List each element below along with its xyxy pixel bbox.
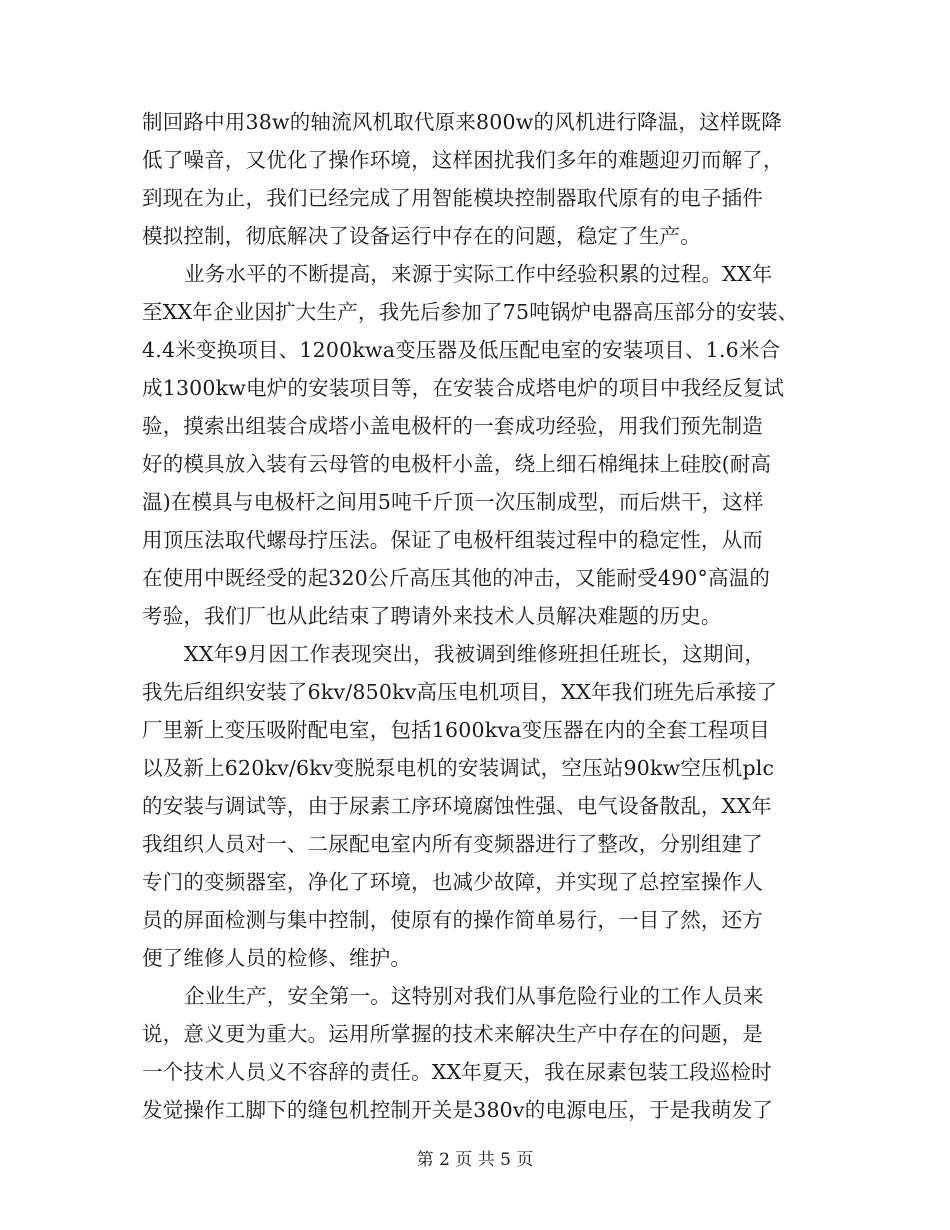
paragraph-first-line: XX年9月因工作表现突出，我被调到维修班担任班长，这期间， <box>184 642 766 666</box>
text-line: 我组织人员对一、二尿配电室内所有变频器进行了整改，分别组建了 <box>142 832 763 856</box>
text-line: 一个技术人员义不容辞的责任。XX年夏天，我在尿素包装工段巡检时 <box>142 1060 772 1084</box>
text-line: 模拟控制，彻底解决了设备运行中存在的问题，稳定了生产。 <box>142 224 701 248</box>
text-line: 考验，我们厂也从此结束了聘请外来技术人员解决难题的历史。 <box>142 604 722 628</box>
document-body <box>142 103 822 1129</box>
text-line: 发觉操作工脚下的缝包机控制开关是380v的电源电压，于是我萌发了 <box>142 1098 774 1122</box>
text-line: 好的模具放入装有云母管的电极杆小盖，绕上细石棉绳抹上硅胶(耐高 <box>142 452 772 476</box>
text-line: 成1300kw电炉的安装项目等，在安装合成塔电炉的项目中我经反复试 <box>142 376 785 400</box>
paragraph-first-line: 业务水平的不断提高，来源于实际工作中经验积累的过程。XX年 <box>184 262 773 286</box>
text-line: 专门的变频器室，净化了环境，也减少故障，并实现了总控室操作人 <box>142 870 763 894</box>
text-line: 制回路中用38w的轴流风机取代原来800w的风机进行降温，这样既降 <box>142 110 782 134</box>
text-line: 便了维修人员的检修、维护。 <box>142 946 412 970</box>
text-line: 厂里新上变压吸附配电室，包括1600kva变压器在内的全套工程项目 <box>142 718 770 742</box>
text-line: 说，意义更为重大。运用所掌握的技术来解决生产中存在的问题，是 <box>142 1022 763 1046</box>
page-number-footer: 第 2 页 共 5 页 <box>416 1150 534 1170</box>
text-line: 4.4米变换项目、1200kwa变压器及低压配电室的安装项目、1.6米合 <box>142 338 781 362</box>
text-line: 验，摸索出组装合成塔小盖电极杆的一套成功经验，用我们预先制造 <box>142 414 763 438</box>
text-line: 我先后组织安装了6kv/850kv高压电机项目，XX年我们班先后承接了 <box>142 680 778 704</box>
text-line: 的安装与调试等，由于尿素工序环境腐蚀性强、电气设备散乱，XX年 <box>142 794 772 818</box>
text-line: 低了噪音，又优化了操作环境，这样困扰我们多年的难题迎刃而解了， <box>142 148 784 172</box>
text-line: 员的屏面检测与集中控制，使原有的操作简单易行，一目了然，还方 <box>142 908 763 932</box>
paragraph-first-line: 企业生产，安全第一。这特别对我们从事危险行业的工作人员来 <box>184 984 764 1008</box>
text-line: 在使用中既经受的起320公斤高压其他的冲击，又能耐受490°高温的 <box>142 566 771 590</box>
text-line: 到现在为止，我们已经完成了用智能模块控制器取代原有的电子插件 <box>142 186 763 210</box>
text-line: 至XX年企业因扩大生产，我先后参加了75吨锅炉电器高压部分的安装、 <box>142 300 799 324</box>
text-line: 用顶压法取代螺母拧压法。保证了电极杆组装过程中的稳定性，从而 <box>142 528 763 552</box>
text-line: 温)在模具与电极杆之间用5吨千斤顶一次压制成型，而后烘干，这样 <box>142 490 764 514</box>
text-line: 以及新上620kv/6kv变脱泵电机的安装调试，空压站90kw空压机plc <box>142 756 775 780</box>
